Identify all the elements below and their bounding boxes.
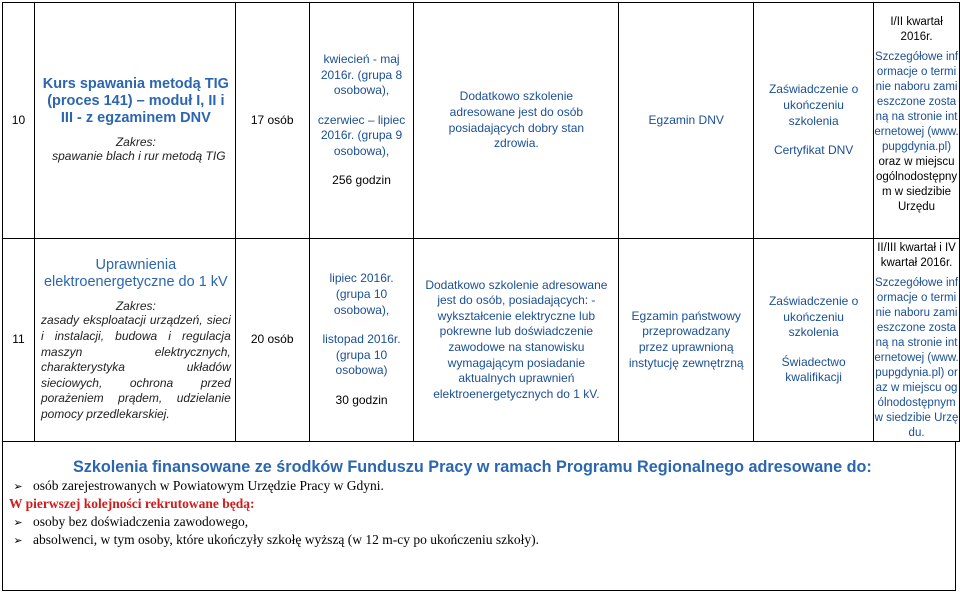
schedule-line: czerwiec – lipiec 2016r. (grupa 9 osobowa), [317, 112, 406, 158]
certificate-2: Certyfikat DNV [773, 143, 854, 158]
footer-item [3, 478, 384, 494]
scope-text: zasady eksploatacji urządzeń, sieci i instalacji, budowa i regulacja maszyn elektrycznych, charakterystyka układów sieciowych, ochrona przed porażeniem prądem, udzielanie pomocy przedlekarskiej. [40, 313, 231, 421]
recruitment-cell [874, 239, 960, 442]
certificate-cell [754, 239, 874, 442]
footer-item-text: absolwenci, w tym osoby, które ukończyły szkołę wyższą (w 12 m-cy po ukończeniu szkoły). [33, 532, 539, 547]
schedule-hours: 30 godzin [335, 392, 388, 407]
schedule-cell [309, 3, 414, 239]
certificate-2: Świadectwo kwalifikacji [781, 354, 846, 385]
schedule-line: listopad 2016r. (grupa 10 osobowa) [322, 332, 401, 378]
certificate: Zaświadczenie o ukończeniu szkolenia [768, 294, 859, 340]
participants: 20 osób [235, 239, 309, 442]
footer-box [2, 441, 956, 591]
footer-heading: Szkolenia finansowane ze środków Funduszu Pracy w ramach Programu Regionalnego adresowane do: [73, 458, 872, 476]
recruitment-info: Szczegółowe informacje o terminie naboru zamieszczone zostaną na stronie internetowej (www.pupgdynia.pl) oraz w miejscu ogólnodostępnym w siedzibie Urzędu. [874, 277, 959, 439]
scope-label: Zakres: [115, 135, 156, 150]
schedule-line: kwiecień - maj 2016r. (grupa 8 osobowa), [320, 51, 403, 98]
scope-text: spawanie blach i rur metodą TIG [52, 149, 226, 164]
schedule-line: lipiec 2016r. (grupa 10 osobowa), [329, 271, 394, 317]
arrow-bullet-icon: ➢ [13, 481, 23, 493]
row-number: 10 [3, 3, 35, 239]
footer-item [3, 514, 248, 530]
scope-label: Zakres: [115, 299, 156, 314]
recruitment-info: Szczegółowe informacje o terminie naboru zamieszczone zostaną na stronie internetowej (www.pupgdynia.pl) [874, 51, 959, 153]
footer-item [3, 532, 539, 548]
certificate-cell [754, 3, 874, 239]
course-title: Kurs spawania metodą TIG (proces 141) – moduł I, II i III - z egzaminem DNV [42, 76, 229, 127]
notes: Dodatkowo szkolenie adresowane jest do osób, posiadających: - wykształcenie elektryczne lub pokrewne lub doświadczenie zawodowe na stanowisku wymagającym posiadanie aktualnych uprawnień elektroenergetycznych do 1 kV. [414, 239, 619, 442]
schedule-hours: 256 godzin [332, 173, 391, 188]
course-cell [34, 239, 235, 442]
priority-heading: W pierwszej kolejności rekrutowane będą: [9, 496, 255, 511]
row-number: 11 [3, 239, 35, 442]
exam: Egzamin DNV [619, 3, 754, 239]
recruitment-period: II/III kwartał i IV kwartał 2016r. [877, 242, 956, 269]
arrow-bullet-icon: ➢ [13, 517, 23, 529]
exam: Egzamin państwowy przeprowadzany przez uprawnioną instytucję zewnętrzną [619, 239, 754, 442]
recruitment-cell [874, 3, 960, 239]
notes: Dodatkowo szkolenie adresowane jest do osób posiadających dobry stan zdrowia. [414, 3, 619, 239]
table-row [3, 3, 960, 239]
recruitment-place: oraz w miejscu ogólnodostępnym w siedzibie Urzędu [875, 156, 958, 213]
participants: 17 osób [235, 3, 309, 239]
table-row [3, 239, 960, 442]
footer-item-text: osoby bez doświadczenia zawodowego, [33, 514, 249, 529]
course-cell [34, 3, 235, 239]
arrow-bullet-icon: ➢ [13, 535, 23, 547]
recruitment-period: I/II kwartał 2016r. [890, 16, 943, 43]
certificate: Zaświadczenie o ukończeniu szkolenia [768, 82, 859, 128]
schedule-cell [309, 239, 414, 442]
courses-table [2, 2, 960, 442]
footer-item-text: osób zarejestrowanych w Powiatowym Urzędzie Pracy w Gdyni. [33, 478, 384, 493]
course-title: Uprawnienia elektroenergetyczne do 1 kV [43, 257, 228, 291]
